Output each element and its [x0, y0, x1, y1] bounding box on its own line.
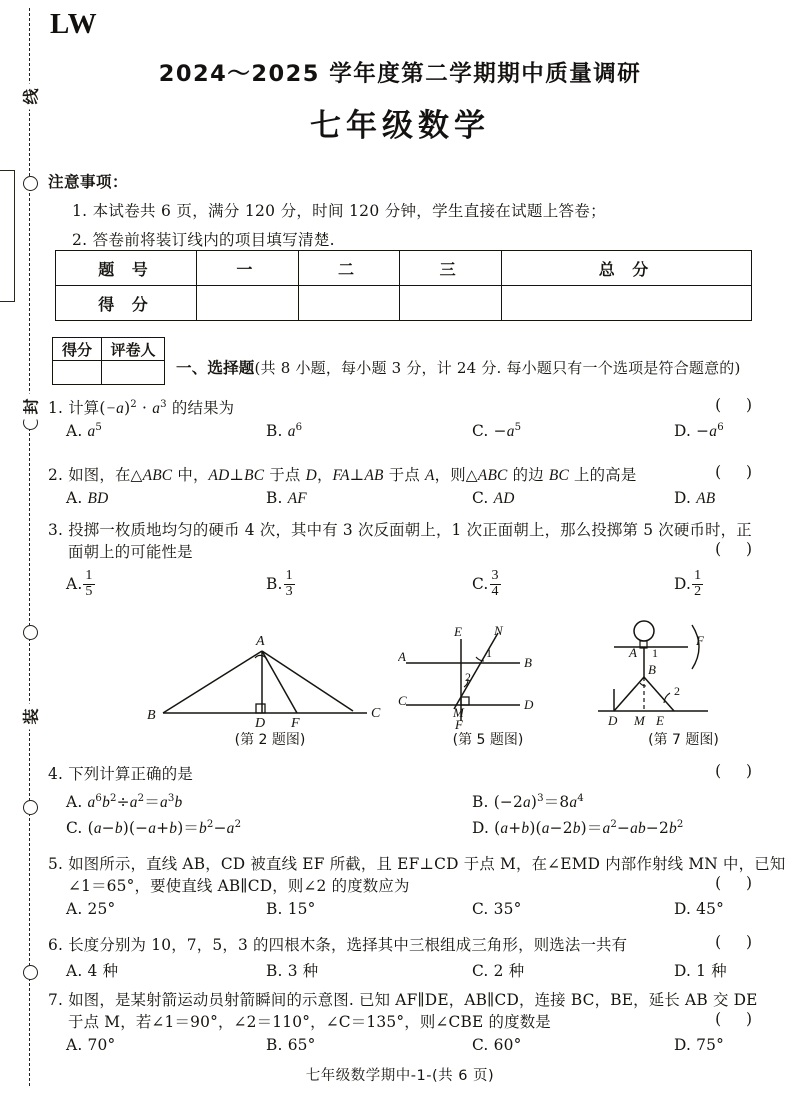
answer-blank[interactable]: ( )	[715, 933, 762, 951]
question-number: 6.	[48, 936, 64, 954]
section-heading	[176, 356, 741, 378]
svg-text:C: C	[371, 706, 381, 721]
option-d[interactable]: D. $-a^6$	[674, 422, 724, 441]
score-table-header: 总 分	[502, 251, 752, 286]
question-number: 3.	[48, 521, 64, 539]
svg-text:E: E	[454, 625, 462, 639]
option-a[interactable]: A. BD	[66, 489, 109, 507]
question-text: 如图，在△ABC 中，AD⊥BC 于点 D，FA⊥AB 于点 A，则△ABC 的边 BC 上的高是	[68, 466, 637, 484]
question-stem	[48, 988, 764, 1010]
option-row	[48, 422, 764, 442]
grader-score-value[interactable]	[53, 361, 102, 385]
answer-blank[interactable]: ( )	[715, 396, 762, 414]
svg-text:B: B	[648, 662, 656, 677]
option-a[interactable]: A. $a^6b^2\div a^2=a^3b$	[66, 792, 183, 811]
table-row	[53, 338, 165, 361]
grader-name-label: 评卷人	[102, 338, 165, 361]
binding-margin	[0, 0, 50, 1093]
question-number: 2.	[48, 466, 64, 484]
question-text: 投掷一枚质地均匀的硬币 4 次，其中有 3 次反面朝上，1 次正面朝上，那么投掷第 5 次硬币时，正	[68, 521, 752, 539]
option-a[interactable]: A. 25°	[66, 900, 116, 918]
question-text: 计算$(-a)^2 \cdot a^3$ 的结果为	[68, 398, 235, 417]
question-7	[48, 988, 764, 1056]
fraction-denominator: 4	[491, 583, 499, 599]
option-b[interactable]: B. 65°	[266, 1036, 316, 1054]
score-cell[interactable]	[400, 286, 502, 321]
svg-text:E: E	[656, 713, 664, 728]
option-b[interactable]: B. AF	[266, 489, 307, 507]
question-stem-cont	[48, 1010, 764, 1032]
binding-ring-icon	[23, 176, 38, 191]
section-note: (共 8 小题，每小题 3 分，计 24 分. 每小题只有一个选项是符合题意的)	[254, 359, 741, 377]
binding-ring-icon	[23, 800, 38, 815]
svg-text:C: C	[398, 693, 407, 708]
option-c[interactable]: C. $-a^5$	[472, 422, 522, 441]
option-row	[48, 900, 764, 920]
question-stem	[48, 463, 764, 485]
option-d[interactable]: D. 1 种	[674, 962, 727, 980]
question-text: ∠1＝65°，要使直线 AB∥CD，则∠2 的度数应为	[68, 877, 410, 895]
notice-item: 1. 本试卷共 6 页，满分 120 分，时间 120 分钟，学生直接在试题上答卷；	[72, 202, 606, 220]
question-stem	[48, 762, 764, 784]
table-row	[53, 361, 165, 385]
question-3	[48, 518, 764, 610]
question-text: 如图所示，直线 AB，CD 被直线 EF 所截，且 EF⊥CD 于点 M，在∠EMD 内部作射线 MN 中，已知	[68, 855, 786, 873]
option-d[interactable]: D. 75°	[674, 1036, 725, 1054]
question-stem	[48, 518, 764, 540]
svg-text:2: 2	[465, 670, 471, 684]
fraction-numerator: 1	[85, 568, 93, 583]
option-c[interactable]: C. 2 种	[472, 962, 525, 980]
grader-box	[52, 337, 165, 385]
option-b[interactable]: B. 15°	[266, 900, 316, 918]
triangle-abc-diagram	[145, 625, 395, 729]
score-table-header: 三	[400, 251, 502, 286]
svg-text:1: 1	[652, 646, 658, 660]
score-table	[55, 250, 752, 321]
answer-blank[interactable]: ( )	[715, 874, 762, 892]
question-stem	[48, 852, 786, 874]
binding-ring-icon	[23, 965, 38, 980]
score-cell[interactable]	[197, 286, 299, 321]
question-number: 4.	[48, 765, 64, 783]
binding-dashed-line	[29, 8, 30, 1086]
option-d[interactable]: D. AB	[674, 489, 716, 507]
question-6	[48, 933, 764, 979]
svg-text:M: M	[453, 705, 464, 720]
fraction-denominator: 2	[694, 583, 702, 599]
question-text: 于点 M，若∠1＝90°，∠2＝110°，∠C＝135°，则∠CBE 的度数是	[68, 1013, 551, 1031]
question-text: 长度分别为 10，7，5，3 的四根木条，选择其中三根组成三角形，则选法一共有	[68, 936, 628, 954]
question-4	[48, 762, 764, 838]
question-stem-cont	[48, 874, 764, 896]
option-c[interactable]: C. $\frac{3}{4}$	[472, 568, 499, 599]
question-stem	[48, 933, 764, 955]
figure-caption: (第 7 题图)	[648, 732, 719, 748]
option-a[interactable]: A. $\frac{1}{5}$	[66, 568, 93, 599]
fraction-numerator: 1	[285, 568, 293, 583]
svg-text:F: F	[455, 717, 463, 729]
figure-question-7	[596, 615, 771, 753]
question-number: 1.	[48, 399, 64, 417]
svg-text:N: N	[494, 625, 503, 638]
question-stem	[48, 396, 764, 418]
option-a[interactable]: A. 4 种	[66, 962, 119, 980]
notice-block	[48, 170, 748, 250]
side-bracket	[0, 170, 15, 302]
option-row	[48, 790, 764, 812]
question-5	[48, 852, 786, 920]
option-row	[48, 959, 764, 979]
option-c[interactable]: C. 60°	[472, 1036, 522, 1054]
option-b[interactable]: B. $(-2a)^3=8a^4$	[472, 792, 584, 811]
figure-question-5	[398, 625, 578, 753]
svg-text:1: 1	[486, 646, 492, 660]
question-number: 7.	[48, 991, 64, 1009]
question-text: 如图，是某射箭运动员射箭瞬间的示意图. 已知 AF∥DE，AB∥CD，连接 BC，BE，延长 AB 交 DE	[68, 991, 758, 1009]
page-footer: 七年级数学期中-1-(共 6 页)	[305, 1068, 495, 1084]
watermark-logo: LW	[50, 8, 98, 40]
question-text: 面朝上的可能性是	[68, 543, 193, 561]
answer-blank[interactable]: ( )	[715, 1010, 762, 1028]
notice-title: 注意事项：	[48, 173, 129, 191]
score-table-header: 一	[197, 251, 299, 286]
option-d[interactable]: D. $(a+b)(a-2b)=a^2-ab-2b^2$	[472, 818, 684, 837]
option-c[interactable]: C. AD	[472, 489, 515, 507]
svg-text:F: F	[291, 716, 300, 729]
svg-text:D: D	[608, 713, 618, 728]
option-row	[48, 570, 764, 610]
answer-blank[interactable]: ( )	[715, 540, 762, 558]
option-b[interactable]: B. 3 种	[266, 962, 319, 980]
svg-text:B: B	[147, 708, 156, 723]
question-stem-cont	[48, 540, 764, 562]
svg-text:D: D	[524, 697, 534, 712]
fraction-numerator: 3	[491, 568, 499, 583]
table-row	[56, 251, 752, 286]
option-d[interactable]: D. 45°	[674, 900, 725, 918]
svg-text:2: 2	[674, 684, 680, 698]
notice-item: 2. 答卷前将装订线内的项目填写清楚.	[72, 231, 335, 249]
question-1	[48, 396, 764, 442]
option-c[interactable]: C. $(a-b)(-a+b)=b^2-a^2$	[66, 818, 242, 837]
option-b[interactable]: B. $\frac{1}{3}$	[266, 568, 293, 599]
option-a[interactable]: A. 70°	[66, 1036, 116, 1054]
svg-text:D: D	[255, 716, 266, 729]
score-table-header: 题 号	[56, 251, 197, 286]
exam-title-subject: 七年级数学	[310, 108, 490, 144]
svg-text:F: F	[696, 633, 704, 648]
fraction-denominator: 3	[285, 583, 293, 599]
option-b[interactable]: B. $a^6$	[266, 422, 303, 441]
question-2	[48, 463, 764, 509]
exam-title-year: 2024～2025 学年度第二学期期中质量调研	[158, 61, 642, 87]
answer-blank[interactable]: ( )	[715, 762, 762, 780]
fraction-denominator: 5	[85, 583, 93, 599]
svg-text:A: A	[398, 649, 406, 664]
figure-caption: (第 2 题图)	[234, 732, 306, 748]
option-d[interactable]: D. $\frac{1}{2}$	[674, 568, 702, 599]
option-row	[48, 816, 764, 838]
score-row-label: 得 分	[56, 286, 197, 321]
fraction-numerator: 1	[694, 568, 702, 583]
score-cell[interactable]	[298, 286, 400, 321]
option-a[interactable]: A. $a^5$	[66, 422, 103, 441]
svg-text:A: A	[256, 634, 265, 649]
svg-text:A: A	[629, 645, 637, 660]
binding-char-line: 线	[14, 84, 47, 110]
svg-text:M: M	[634, 713, 645, 728]
archer-diagram	[596, 615, 771, 729]
option-c[interactable]: C. 35°	[472, 900, 522, 918]
table-row	[56, 286, 752, 321]
binding-char-seal: 封	[14, 394, 47, 420]
figure-caption: (第 5 题图)	[452, 732, 524, 748]
score-table-header: 二	[298, 251, 400, 286]
binding-char-bind: 装	[14, 704, 47, 730]
option-row	[48, 489, 764, 509]
svg-text:B: B	[524, 655, 532, 670]
parallel-lines-diagram	[398, 625, 578, 729]
answer-blank[interactable]: ( )	[715, 463, 762, 481]
question-number: 5.	[48, 855, 64, 873]
score-cell[interactable]	[502, 286, 752, 321]
section-number: 一、选择题	[176, 359, 255, 377]
figure-question-2	[145, 625, 395, 753]
grader-score-label: 得分	[53, 338, 102, 361]
option-row	[48, 1036, 764, 1056]
grader-name-value[interactable]	[102, 361, 165, 385]
question-text: 下列计算正确的是	[68, 765, 193, 783]
figure-strip	[0, 625, 800, 755]
